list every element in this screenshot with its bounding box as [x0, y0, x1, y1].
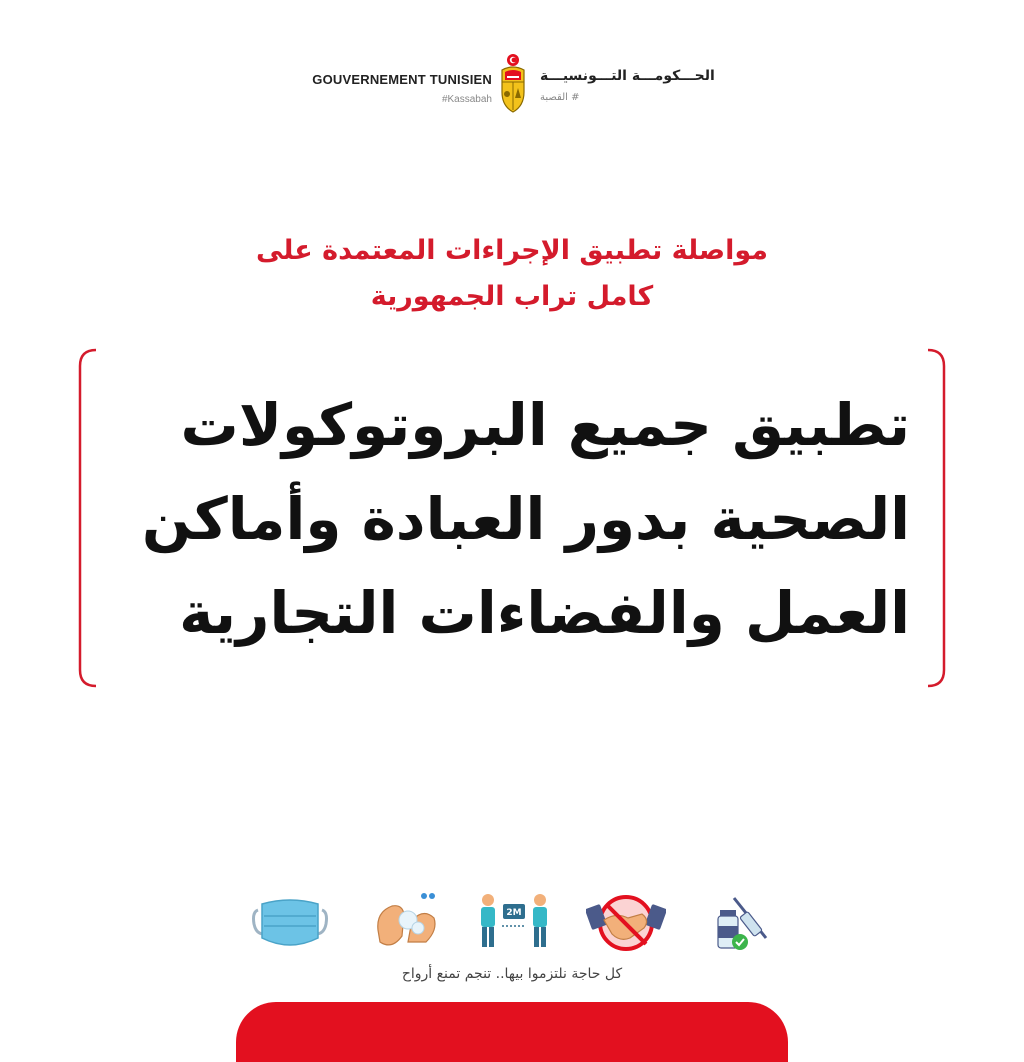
subtitle	[0, 228, 1024, 320]
hashtag-fr: #Kassabah	[441, 94, 492, 105]
social-distance-icon	[474, 890, 554, 956]
main-line-3: العمل والفضاءات التجارية	[179, 579, 910, 647]
main-line-2: الصحية بدور العبادة وأماكن	[141, 485, 910, 553]
hashtag-ar: # القصبة	[540, 92, 580, 103]
tunisia-emblem-icon	[496, 52, 530, 116]
slogan: كل حاجة نلتزموا بيها.. تنجم تمنع أرواح	[401, 966, 623, 982]
gov-name-ar: الحـــكومـــة التـــونسيـــة	[540, 68, 715, 84]
subtitle-line-1: مواصلة تطبيق الإجراءات المعتمدة على	[255, 235, 769, 266]
prevention-icons	[240, 890, 790, 960]
main-line-1: تطبيق جميع البروتوكولات	[180, 391, 910, 459]
header	[0, 52, 1024, 132]
face-mask-icon	[250, 890, 330, 956]
bottom-bar	[236, 1002, 788, 1062]
main-message	[120, 378, 910, 660]
distance-label: 2M	[506, 908, 522, 918]
no-handshake-icon	[586, 890, 666, 956]
hand-washing-icon	[368, 890, 448, 956]
subtitle-line-2: كامل تراب الجمهورية	[370, 281, 654, 312]
gov-name-fr: GOUVERNEMENT TUNISIEN	[312, 72, 492, 87]
vaccine-icon	[700, 890, 780, 956]
